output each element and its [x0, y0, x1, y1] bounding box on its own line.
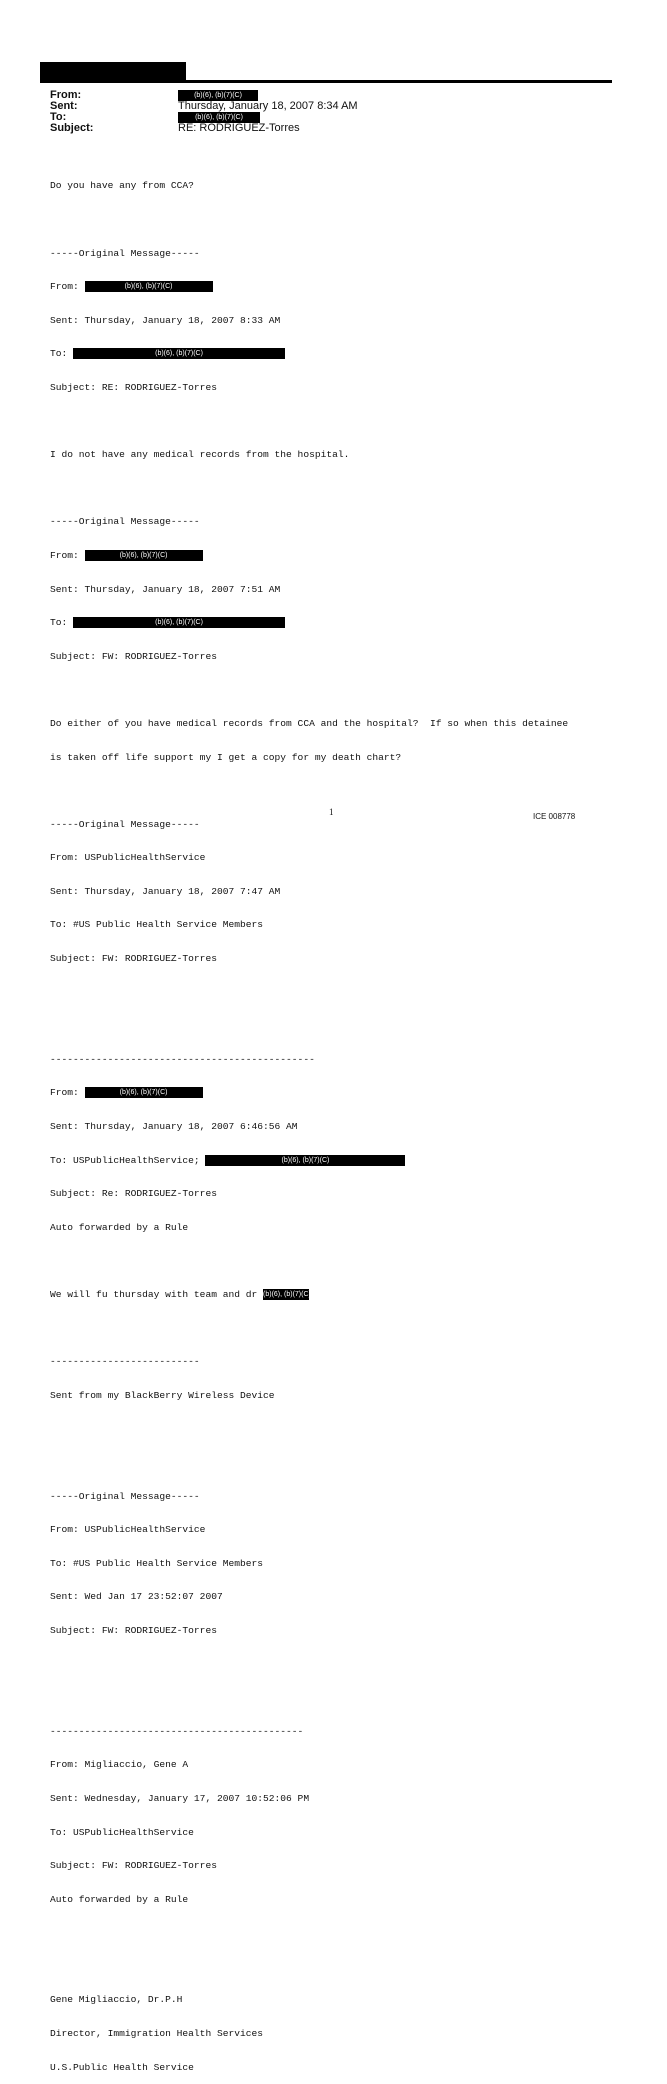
body-line: Sent: Thursday, January 18, 2007 6:46:56 AM: [50, 1121, 298, 1133]
body-line: ----------------------------------------------: [50, 1053, 315, 1065]
body-line: Subject: RE: RODRIGUEZ-Torres: [50, 381, 217, 393]
blank-line: [50, 1961, 568, 1972]
redaction-box: (b)(6), (b)(7)(C): [263, 1291, 311, 1298]
header-subject-value: RE: RODRIGUEZ-Torres: [178, 122, 300, 134]
redaction-box: (b)(6), (b)(7)(C): [85, 281, 213, 292]
body-line: Gene Migliaccio, Dr.P.H: [50, 1994, 183, 2006]
header-to-label: To:: [50, 111, 67, 123]
body-line: U.S.Public Health Service: [50, 2061, 194, 2073]
blank-line: [50, 1927, 568, 1938]
header-rule: [40, 80, 612, 83]
email-body: [50, 158, 568, 2084]
body-line: Subject: FW: RODRIGUEZ-Torres: [50, 953, 217, 965]
redaction-box: (b)(6), (b)(7)(C): [178, 90, 258, 101]
body-line: [50, 281, 568, 292]
blank-line: [50, 483, 568, 494]
redaction-box: (b)(6), (b)(7)(C): [85, 1087, 203, 1098]
body-line: To: USPublicHealthService: [50, 1826, 194, 1838]
blank-line: [50, 684, 568, 695]
body-line: From: USPublicHealthService: [50, 1524, 206, 1536]
body-line: Director, Immigration Health Services: [50, 2028, 264, 2040]
redaction-box: (b)(6), (b)(7)(C): [85, 550, 203, 561]
body-line: --------------------------: [50, 1356, 200, 1368]
blank-line: [50, 214, 568, 225]
body-line: From: USPublicHealthService: [50, 852, 206, 864]
header-sent-value: Thursday, January 18, 2007 8:34 AM: [178, 100, 358, 112]
redaction-box: (b)(6), (b)(7)(C): [205, 1155, 405, 1166]
body-line: Sent: Wednesday, January 17, 2007 10:52:06 PM: [50, 1792, 310, 1804]
body-line: Subject: Re: RODRIGUEZ-Torres: [50, 1188, 217, 1200]
body-line: Sent from my BlackBerry Wireless Device: [50, 1389, 275, 1401]
body-line: Subject: FW: RODRIGUEZ-Torres: [50, 1860, 217, 1872]
body-line: Sent: Thursday, January 18, 2007 8:33 AM: [50, 314, 281, 326]
body-line: Sent: Thursday, January 18, 2007 7:47 AM: [50, 885, 281, 897]
body-line: I do not have any medical records from the hospital.: [50, 449, 350, 461]
header-sent-label: Sent:: [50, 100, 78, 112]
body-line: Subject: FW: RODRIGUEZ-Torres: [50, 1624, 217, 1636]
line-label: To:: [50, 348, 74, 360]
line-label: From:: [50, 281, 85, 293]
body-line: [50, 1155, 568, 1166]
blank-line: [50, 1323, 568, 1334]
header-redaction-bar: [40, 62, 186, 80]
line-label: To:: [50, 617, 74, 629]
bates-number: ICE 008778: [533, 812, 576, 821]
body-line: is taken off life support my I get a copy for my death chart?: [50, 751, 402, 763]
body-line: [50, 1289, 568, 1300]
body-line: -----Original Message-----: [50, 516, 200, 528]
line-label: From:: [50, 549, 85, 561]
body-line: Subject: FW: RODRIGUEZ-Torres: [50, 650, 217, 662]
line-label: We will fu thursday with team and dr: [50, 1289, 264, 1300]
body-line: From: Migliaccio, Gene A: [50, 1759, 189, 1771]
body-line: To: #US Public Health Service Members: [50, 919, 264, 931]
body-line: [50, 550, 568, 561]
body-line: Do you have any from CCA?: [50, 180, 194, 192]
redaction-box: (b)(6), (b)(7)(C): [178, 112, 260, 123]
redaction-box: (b)(6), (b)(7)(C): [73, 348, 285, 359]
body-line: [50, 348, 568, 359]
body-line: -----Original Message-----: [50, 247, 200, 259]
header-from-label: From:: [50, 89, 82, 101]
body-line: -----Original Message-----: [50, 1490, 200, 1502]
body-line: Sent: Thursday, January 18, 2007 7:51 AM: [50, 583, 281, 595]
blank-line: [50, 1659, 568, 1670]
blank-line: [50, 416, 568, 427]
page-number: 1: [329, 807, 334, 817]
header-subject-label: Subject:: [50, 122, 94, 134]
body-line: [50, 617, 568, 628]
body-line: [50, 1087, 568, 1098]
body-line: Sent: Wed Jan 17 23:52:07 2007: [50, 1591, 223, 1603]
body-line: Auto forwarded by a Rule: [50, 1221, 189, 1233]
line-label: From:: [50, 1087, 85, 1099]
body-line: To: #US Public Health Service Members: [50, 1557, 264, 1569]
blank-line: [50, 987, 568, 998]
redaction-box: (b)(6), (b)(7)(C): [73, 617, 285, 628]
blank-line: [50, 1457, 568, 1468]
line-label: To: USPublicHealthService;: [50, 1154, 206, 1166]
body-line: Do either of you have medical records from CCA and the hospital? If so when this detainee: [50, 717, 569, 729]
body-line: --------------------------------------------: [50, 1725, 304, 1737]
blank-line: [50, 1692, 568, 1703]
body-line: -----Original Message-----: [50, 818, 200, 830]
blank-line: [50, 785, 568, 796]
body-line: Auto forwarded by a Rule: [50, 1893, 189, 1905]
blank-line: [50, 1020, 568, 1031]
blank-line: [50, 1423, 568, 1434]
blank-line: [50, 1255, 568, 1266]
